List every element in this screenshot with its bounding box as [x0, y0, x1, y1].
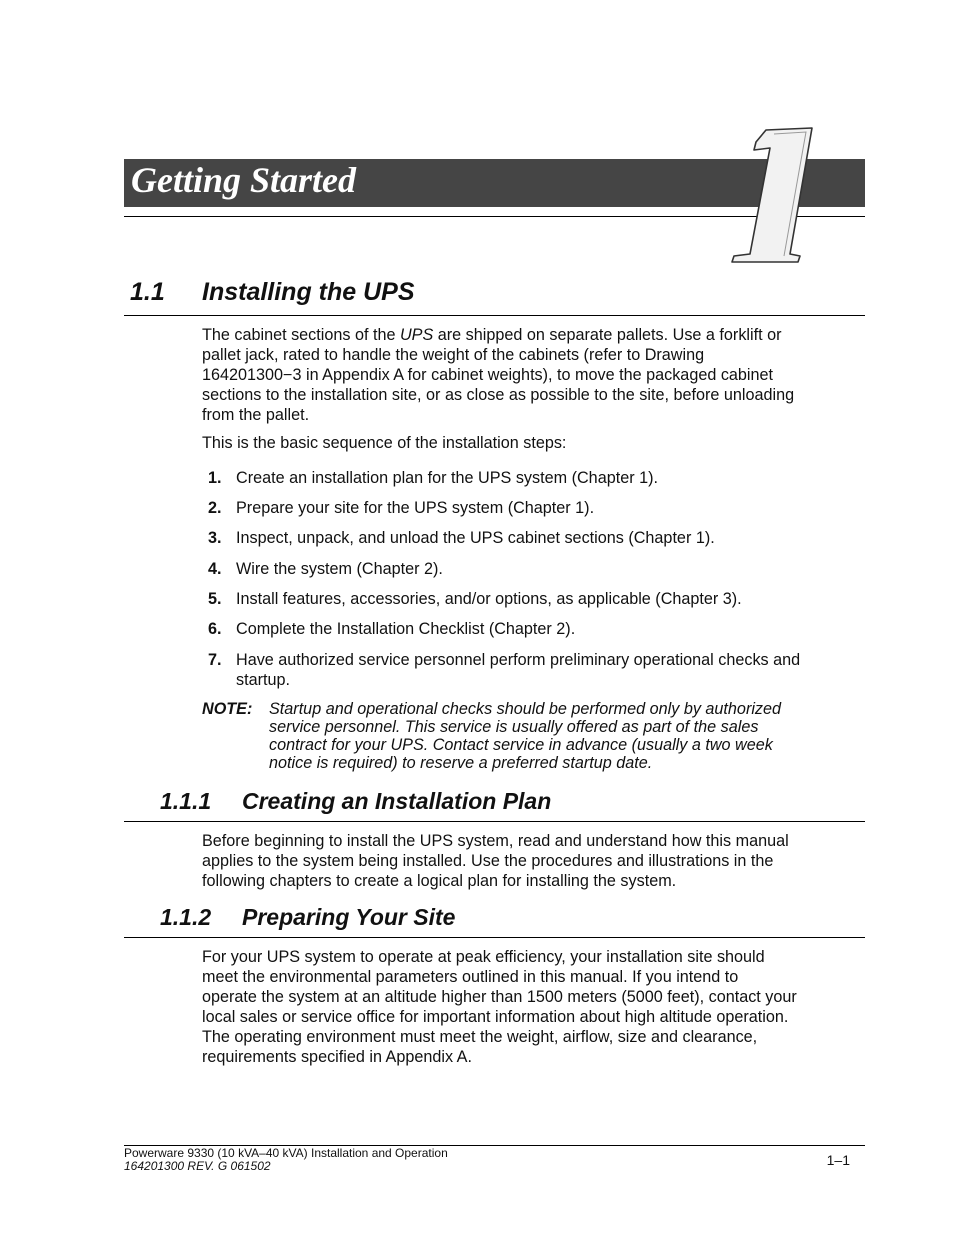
- section-rule: [124, 315, 865, 316]
- step-text: Install features, accessories, and/or options, as applicable (Chapter 3).: [236, 590, 742, 608]
- section-rule: [124, 821, 865, 822]
- section-title: Preparing Your Site: [242, 904, 456, 930]
- step-number: 1.: [208, 469, 222, 487]
- step-text: Complete the Installation Checklist (Chapter 2).: [236, 620, 576, 638]
- section-number: 1.1.1: [160, 788, 212, 814]
- footer-title: Powerware 9330 (10 kVA–40 kVA) Installation and Operation: [124, 1146, 448, 1160]
- text-run: The cabinet sections of the: [202, 326, 400, 344]
- note-label: NOTE:: [202, 700, 253, 718]
- sequence-intro: This is the basic sequence of the installation steps:: [202, 434, 567, 452]
- ups-italic: UPS: [399, 326, 434, 344]
- text-line: operate the system at an altitude higher than 1500 meters (5000 feet), contact your: [202, 988, 797, 1006]
- section-number: 1.1: [130, 278, 165, 306]
- text-line: following chapters to create a logical plan for installing the system.: [202, 872, 677, 890]
- chapter-title: Getting Started: [131, 160, 357, 200]
- text-line: local sales or service office for important information about high altitude operation.: [202, 1008, 789, 1026]
- note-line: Startup and operational checks should be performed only by authorized: [269, 700, 782, 718]
- text-line: requirements specified in Appendix A.: [202, 1048, 472, 1066]
- section-rule: [124, 937, 865, 938]
- section-1-1-1-heading: [160, 788, 551, 815]
- step-text: startup.: [236, 671, 290, 689]
- step-number: 4.: [208, 560, 222, 578]
- text-line: Before beginning to install the UPS system, read and understand how this manual: [202, 832, 789, 850]
- intro-paragraph: [202, 325, 852, 425]
- note-line: contract for your UPS. Contact service in advance (usually a two week: [269, 736, 773, 754]
- page-number: 1–1: [826, 1152, 850, 1168]
- section-title: Installing the UPS: [202, 278, 415, 306]
- text-line: pallet jack, rated to handle the weight of the cabinets (refer to Drawing: [202, 346, 705, 364]
- text-line: sections to the installation site, or as close as possible to the site, before unloading: [202, 386, 795, 404]
- section-1-1-heading: [130, 278, 415, 307]
- section-title: Creating an Installation Plan: [242, 788, 552, 814]
- text-line: The operating environment must meet the weight, airflow, size and clearance,: [202, 1028, 758, 1046]
- text-line: from the pallet.: [202, 406, 310, 424]
- step-number: 7.: [208, 651, 222, 669]
- step-number: 2.: [208, 499, 222, 517]
- step-text: Prepare your site for the UPS system (Chapter 1).: [236, 499, 595, 517]
- text-line: For your UPS system to operate at peak efficiency, your installation site should: [202, 948, 765, 966]
- note-line: service personnel. This service is usually offered as part of the sales: [269, 718, 759, 736]
- note-line: notice is required) to reserve a preferred startup date.: [269, 754, 653, 772]
- text-line: applies to the system being installed. Use the procedures and illustrations in the: [202, 852, 774, 870]
- step-text: Create an installation plan for the UPS system (Chapter 1).: [236, 469, 658, 487]
- step-text: Inspect, unpack, and unload the UPS cabinet sections (Chapter 1).: [236, 529, 715, 547]
- text-line: [202, 325, 852, 345]
- step-text: Wire the system (Chapter 2).: [236, 560, 443, 578]
- text-line: meet the environmental parameters outlined in this manual. If you intend to: [202, 968, 739, 986]
- section-1-1-2-heading: [160, 904, 455, 931]
- step-number: 5.: [208, 590, 222, 608]
- section-number: 1.1.2: [160, 904, 212, 930]
- text-line: 164201300−3 in Appendix A for cabinet weights), to move the packaged cabinet: [202, 366, 774, 384]
- site-paragraph: [202, 947, 852, 1067]
- chapter-number-graphic: [728, 122, 820, 266]
- footer-revision: 164201300 REV. G 061502: [124, 1159, 271, 1173]
- step-text: Have authorized service personnel perform preliminary operational checks and: [236, 651, 801, 669]
- plan-paragraph: [202, 831, 852, 891]
- step-number: 6.: [208, 620, 222, 638]
- step-number: 3.: [208, 529, 222, 547]
- text-run: are shipped on separate pallets. Use a forklift or: [433, 326, 782, 344]
